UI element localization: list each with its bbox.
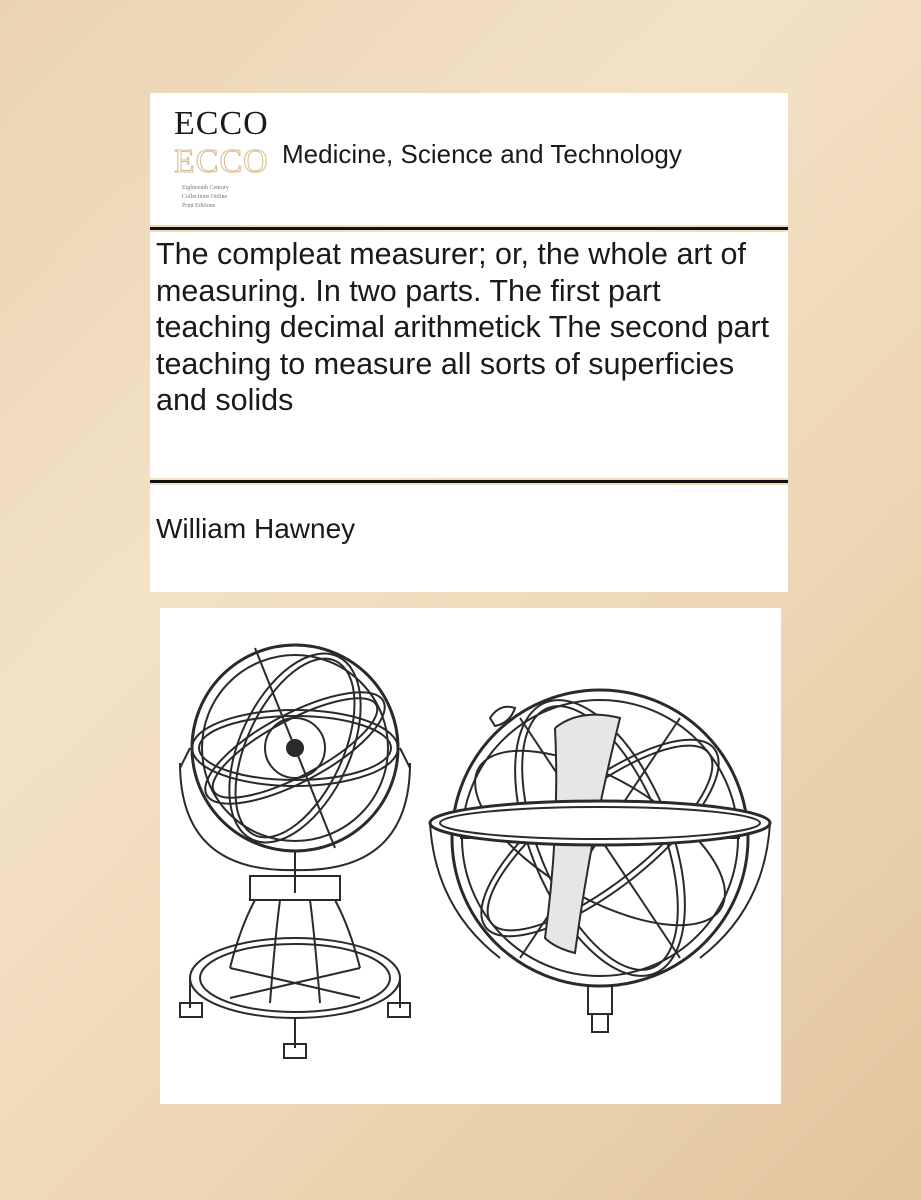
series-title: Medicine, Science and Technology [282,139,682,169]
logo-subline: Collections Online [182,194,228,200]
title-block [150,232,788,478]
author-block [150,485,788,592]
globe-frame-icon [430,676,770,1032]
author-name: William Hawney [156,513,356,544]
illustration-panel [160,608,781,1104]
logo-wordmark: ECCO [174,105,269,142]
series-header [150,93,788,225]
divider-rule [150,480,788,483]
logo-subline: Print Editions [182,203,216,209]
logo-subline: Eighteenth Century [182,185,229,191]
book-title: The compleat measurer; or, the whole art of measuring. In two parts. The first part teaching decimal arithmetick The second part teaching to measure all sorts of superficies and solids [156,237,770,417]
logo-outline-wordmark: ECCO [174,143,269,180]
ecco-logo [164,101,269,213]
armillary-sphere-icon [180,633,410,1058]
divider-rule [150,227,788,230]
